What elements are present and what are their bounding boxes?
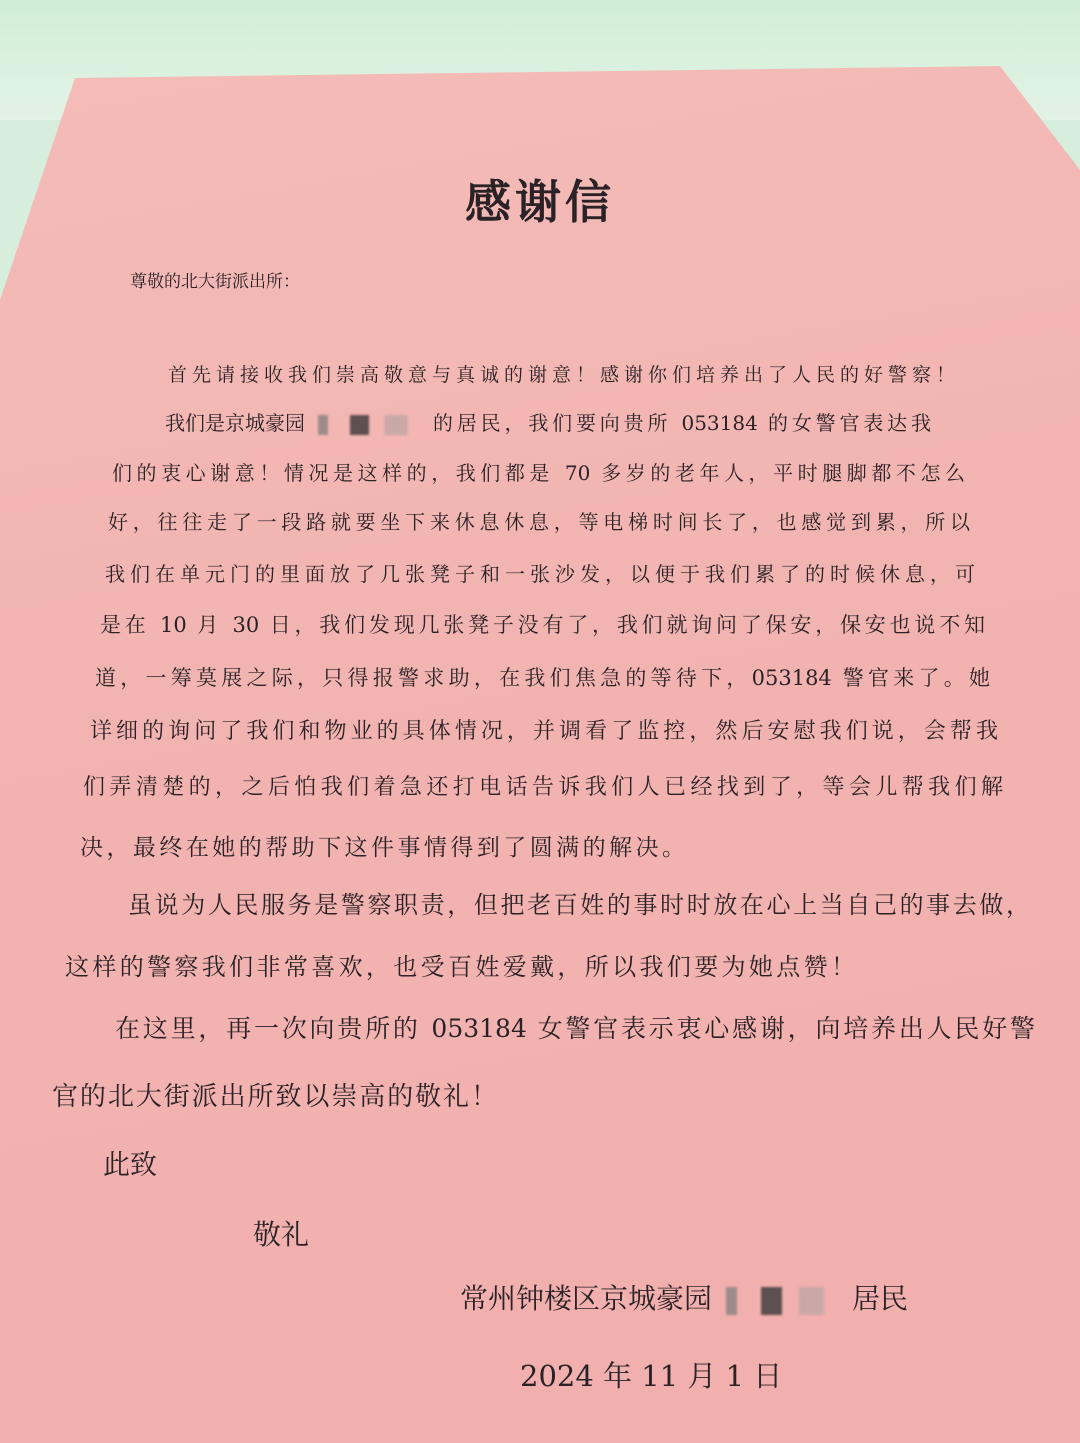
body-line: 决，最终在她的帮助下这件事情得到了圆满的解决。 [80,835,685,861]
signature-suffix: 居民 [852,1282,909,1315]
body-line: 们弄清楚的，之后怕我们着急还打电话告诉我们人已经找到了，等会儿帮我们解 [83,775,1003,800]
closing: 此致 [103,1150,157,1181]
redacted-address [305,415,433,435]
letter-title: 感谢信 [465,175,615,229]
letter-date: 2024 年 11 月 1 日 [520,1359,783,1393]
body-line-suffix: 的居民，我们要向贵所 053184 的女警官表达我 [433,411,931,435]
body-line-prefix: 我们是京城豪园 [165,411,305,435]
body-line: 详细的询问了我们和物业的具体情况，并调看了监控，然后安慰我们说，会帮我 [90,719,998,744]
body-line: 是在 10 月 30 日，我们发现几张凳子没有了，我们就询问了保安，保安也说不知 [100,613,985,637]
body-line: 道，一筹莫展之际，只得报警求助，在我们焦急的等待下，053184 警官来了。她 [95,666,990,690]
body-line: 官的北大街派出所致以崇高的敬礼！ [52,1082,497,1112]
body-line: 们的衷心谢意！情况是这样的，我们都是 70 多岁的老年人，平时腿脚都不怎么 [112,461,965,485]
regards: 敬礼 [253,1218,310,1251]
body-line: 虽说为人民服务是警察职责，但把老百姓的事时时放在心上当自己的事去做， [128,891,1030,919]
signature-prefix: 常州钟楼区京城豪园 [460,1282,713,1315]
body-line: 这样的警察我们非常喜欢，也受百姓爱戴，所以我们要为她点赞！ [65,953,855,981]
signature [460,1282,909,1315]
redacted-address [712,1287,852,1315]
body-line: 我们在单元门的里面放了几张凳子和一张沙发，以便于我们累了的时候休息，可 [105,562,975,586]
body-line: 好，往往走了一段路就要坐下来休息休息，等电梯时间长了，也感觉到累，所以 [108,510,970,534]
salutation: 尊敬的北大街派出所： [130,272,300,292]
body-line [165,413,931,435]
body-line: 首先请接收我们崇高敬意与真诚的谢意！感谢你们培养出了人民的好警察！ [168,364,955,386]
body-line: 在这里，再一次向贵所的 053184 女警官表示衷心感谢，向培养出人民好警 [115,1014,1035,1043]
